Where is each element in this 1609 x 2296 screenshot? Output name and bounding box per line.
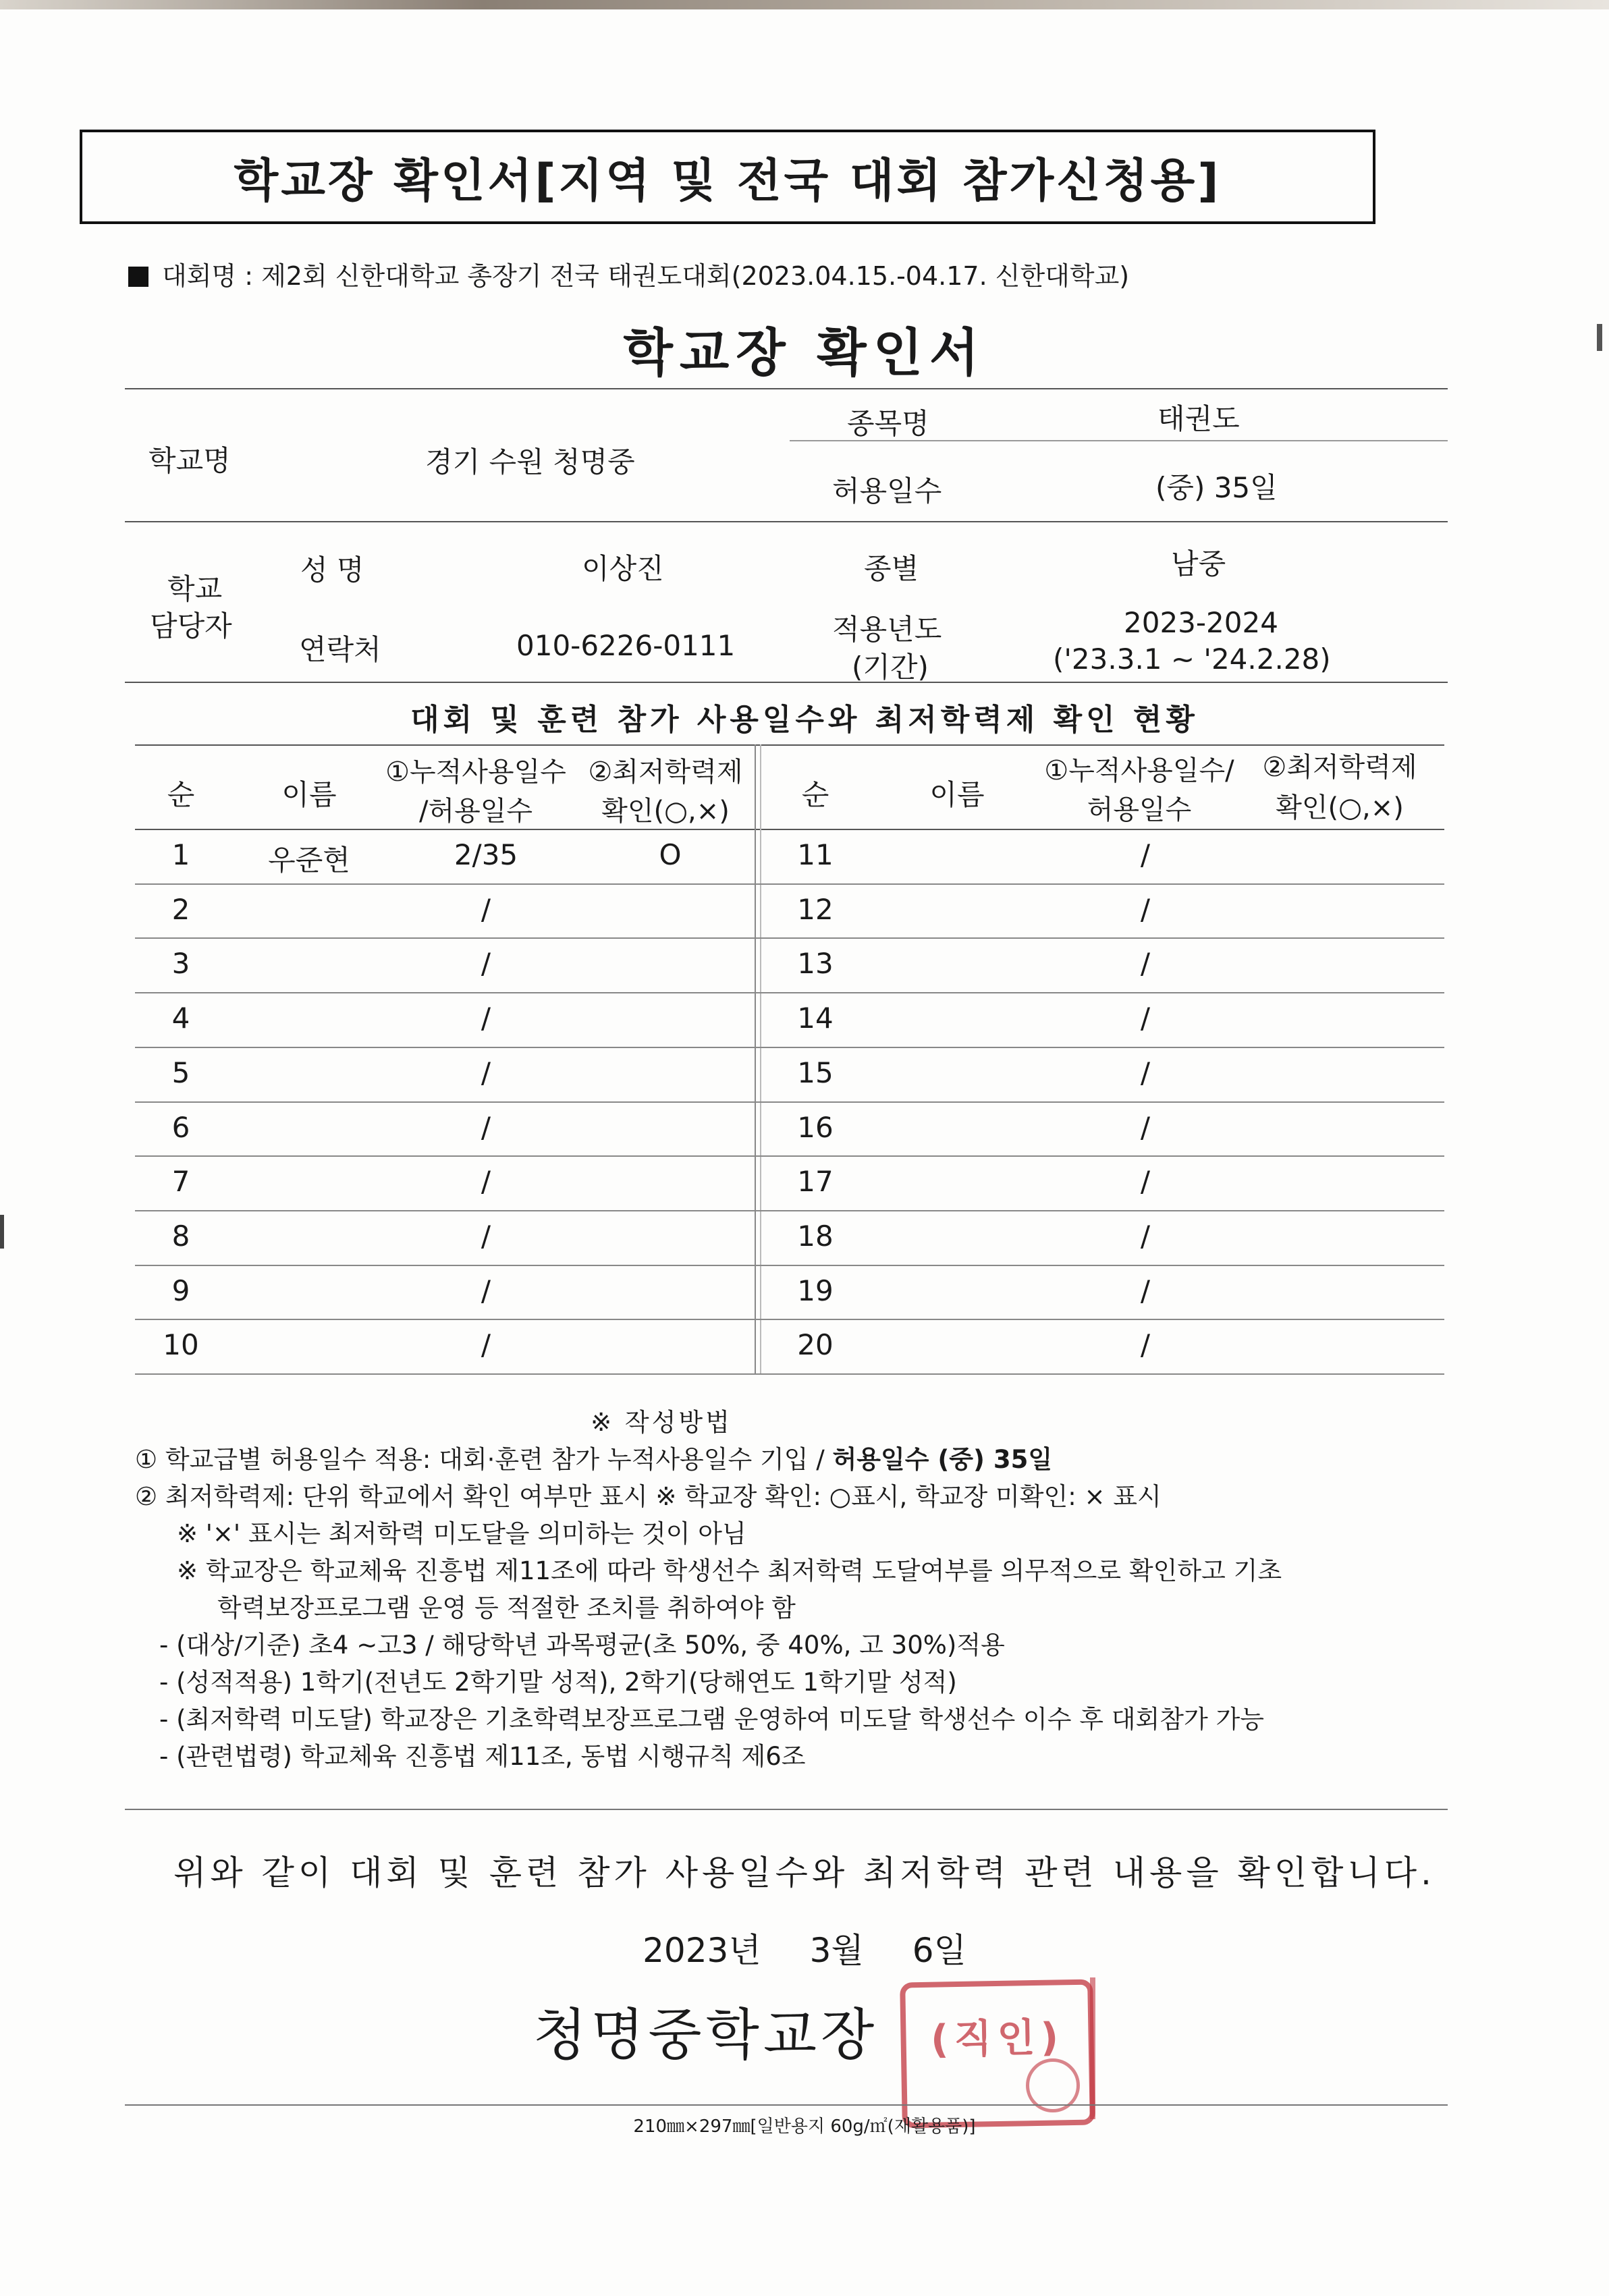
divider xyxy=(125,388,1448,389)
days-used: / xyxy=(481,1056,491,1089)
form-header-title: 학교장 확인서[지역 및 전국 대회 참가신청용] xyxy=(234,154,1222,208)
days-used: / xyxy=(1140,1110,1151,1144)
row-number: 6 xyxy=(171,1110,190,1144)
table-divider xyxy=(755,744,756,1373)
row-number: 5 xyxy=(171,1056,190,1089)
manager-name: 이상진 xyxy=(582,552,664,585)
contest-name: 대회명 : 제2회 신한대학교 총장기 전국 태권도대회(2023.04.15.-04.17. 신한대학교) xyxy=(162,261,1130,291)
days-used: / xyxy=(481,1328,491,1362)
square-bullet-icon xyxy=(128,267,148,287)
table-row-line xyxy=(135,992,1444,993)
col-header-check: 확인(○,×) xyxy=(1276,792,1404,823)
note-line: 학력보장프로그램 운영 등 적절한 조치를 취하여야 함 xyxy=(217,1593,796,1622)
col-header-no: 순 xyxy=(167,778,195,811)
table-row-line xyxy=(135,1373,1444,1375)
table-divider xyxy=(760,744,761,1373)
row-number: 17 xyxy=(797,1165,834,1199)
academic-check: O xyxy=(659,838,682,871)
days-used: / xyxy=(481,1165,491,1199)
days-used: / xyxy=(1140,1002,1151,1035)
gender-value: 남중 xyxy=(1171,547,1226,580)
col-header-name: 이름 xyxy=(281,778,337,811)
scan-edge-mark xyxy=(0,1215,4,1249)
divider xyxy=(125,2104,1448,2106)
col-header-days: /허용일수 xyxy=(418,796,533,827)
col-header-days: ①누적사용일수/ xyxy=(1044,755,1234,786)
col-header-days: ①누적사용일수 xyxy=(385,757,566,788)
principal-signature: 청명중학교장 xyxy=(533,2003,879,2067)
days-used: / xyxy=(1140,892,1151,926)
table-row-line xyxy=(135,1210,1444,1211)
divider xyxy=(125,682,1448,683)
document-title: 학교장 확인서 xyxy=(623,323,986,383)
row-number: 8 xyxy=(171,1219,190,1253)
col-header-check: ②최저학력제 xyxy=(1262,752,1417,783)
col-header-check: 확인(○,×) xyxy=(601,796,730,827)
manager-label: 학교 xyxy=(167,572,223,605)
event-label: 종목명 xyxy=(847,407,929,440)
row-number: 7 xyxy=(171,1165,190,1199)
allowed-days-label: 허용일수 xyxy=(832,474,942,508)
days-used: / xyxy=(481,1002,491,1035)
year-period: ('23.3.1 ~ '24.2.28) xyxy=(1053,643,1331,676)
athlete-name: 우준현 xyxy=(268,844,350,877)
days-used: / xyxy=(481,947,491,981)
school-label: 학교명 xyxy=(148,444,231,477)
note-line: - (성적적용) 1학기(전년도 2학기말 성적), 2학기(당해연도 1학기말 성적) xyxy=(159,1668,957,1697)
note-line: - (대상/기준) 초4 ~고3 / 해당학년 과목평균(초 50%, 중 40%, 고 30%)적용 xyxy=(159,1631,1005,1660)
table-line xyxy=(135,829,1444,830)
note-line: ※ 학교장은 학교체육 진흥법 제11조에 따라 학생선수 최저학력 도달여부를 의무적으로 확인하고 기초 xyxy=(177,1556,1282,1585)
days-used: / xyxy=(1140,1165,1151,1199)
year-label: (기간) xyxy=(852,651,929,684)
days-used: / xyxy=(481,1110,491,1144)
row-number: 4 xyxy=(171,1002,190,1035)
table-row-line xyxy=(135,1047,1444,1048)
seal-label: (직인) xyxy=(930,2014,1064,2062)
row-number: 13 xyxy=(797,947,834,981)
notes-heading: ※ 작성방법 xyxy=(591,1408,732,1437)
school-value: 경기 수원 청명중 xyxy=(425,445,635,479)
year-label: 적용년도 xyxy=(832,613,942,646)
row-number: 16 xyxy=(797,1110,834,1144)
table-row-line xyxy=(135,1155,1444,1157)
days-used: / xyxy=(1140,1219,1151,1253)
table-line xyxy=(135,744,1444,746)
table-row-line xyxy=(135,937,1444,939)
col-header-days: 허용일수 xyxy=(1087,794,1192,825)
note-line: ② 최저학력제: 단위 학교에서 확인 여부만 표시 ※ 학교장 확인: ○표시, 학교장 미확인: × 표시 xyxy=(135,1482,1162,1511)
scan-top-edge xyxy=(0,0,1609,9)
col-header-check: ②최저학력제 xyxy=(588,757,743,788)
section-title: 대회 및 훈련 참가 사용일수와 최저학력제 확인 현황 xyxy=(410,703,1199,737)
note-line xyxy=(135,1441,1282,1478)
note-text: ① 학교급별 허용일수 적용: 대회·훈련 참가 누적사용일수 기입 / xyxy=(135,1445,833,1474)
table-row-line xyxy=(135,1265,1444,1266)
note-emphasis: 허용일수 (중) 35일 xyxy=(832,1445,1053,1474)
table-row-line xyxy=(135,883,1444,885)
col-header-no: 순 xyxy=(801,778,829,811)
manager-label: 담당자 xyxy=(150,609,232,643)
note-line: ※ '×' 표시는 최저학력 미도달을 의미하는 것이 아님 xyxy=(177,1519,746,1548)
row-number: 3 xyxy=(171,947,190,981)
days-used: / xyxy=(1140,838,1151,871)
row-number: 19 xyxy=(797,1274,834,1307)
contest-name-line xyxy=(128,255,1478,292)
days-used: / xyxy=(1140,1274,1151,1307)
row-number: 14 xyxy=(797,1002,834,1035)
days-used: / xyxy=(1140,947,1151,981)
row-number: 20 xyxy=(797,1328,834,1362)
divider xyxy=(125,521,1448,522)
row-number: 2 xyxy=(171,892,190,926)
days-used: / xyxy=(481,1274,491,1307)
date-month: 3월 xyxy=(809,1931,864,1970)
year-value: 2023-2024 xyxy=(1124,606,1278,639)
row-number: 11 xyxy=(797,838,834,871)
divider xyxy=(125,1809,1448,1810)
days-used: / xyxy=(1140,1056,1151,1089)
allowed-days-value: (중) 35일 xyxy=(1155,471,1278,504)
event-value: 태권도 xyxy=(1157,402,1240,435)
contact-label: 연락처 xyxy=(299,633,381,666)
days-used: 2/35 xyxy=(454,838,518,871)
days-used: / xyxy=(481,1219,491,1253)
row-number: 18 xyxy=(797,1219,834,1253)
row-number: 15 xyxy=(797,1056,834,1089)
date-year: 2023년 xyxy=(643,1931,761,1970)
writing-instructions xyxy=(135,1404,1282,1775)
row-number: 9 xyxy=(171,1274,190,1307)
note-line: - (관련법령) 학교체육 진흥법 제11조, 동법 시행규칙 제6조 xyxy=(159,1742,806,1771)
row-number: 1 xyxy=(171,838,190,871)
name-label: 성 명 xyxy=(300,553,364,586)
row-number: 12 xyxy=(797,892,834,926)
row-number: 10 xyxy=(163,1328,199,1362)
paper-spec: 210㎜×297㎜[일반용지 60g/㎡(재활용품)] xyxy=(633,2116,976,2137)
gender-label: 종별 xyxy=(864,552,919,585)
date-day: 6일 xyxy=(912,1931,966,1970)
contact-value: 010-6226-0111 xyxy=(516,629,736,662)
table-row-line xyxy=(135,1319,1444,1320)
table-row-line xyxy=(135,1101,1444,1103)
issue-date xyxy=(0,1923,1609,1972)
days-used: / xyxy=(481,892,491,926)
confirmation-statement: 위와 같이 대회 및 훈련 참가 사용일수와 최저학력 관련 내용을 확인합니다. xyxy=(173,1853,1436,1892)
col-header-name: 이름 xyxy=(929,778,985,811)
days-used: / xyxy=(1140,1328,1151,1362)
form-header-box xyxy=(80,130,1375,224)
note-line: - (최저학력 미도달) 학교장은 기초학력보장프로그램 운영하여 미도달 학생선수 이수 후 대회참가 가능 xyxy=(159,1705,1265,1734)
